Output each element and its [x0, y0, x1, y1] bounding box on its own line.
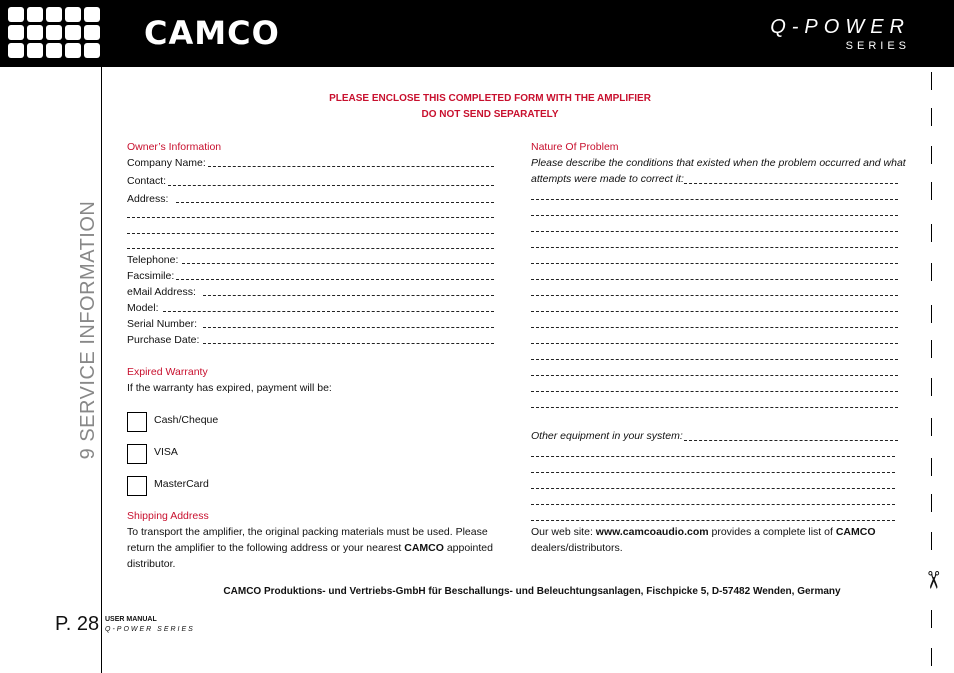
company-address: CAMCO Produktions- und Vertriebs-GmbH für Beschallungs- und Beleuchtungsanlagen, Fischpicke 5, D-57482 Wenden, Germany: [223, 586, 841, 597]
company-label: Company Name:: [127, 157, 206, 169]
other-equipment-field[interactable]: [531, 504, 895, 505]
user-manual-label: USER MANUAL: [105, 616, 157, 623]
telephone-label: Telephone:: [127, 254, 179, 266]
facsimile-label: Facsimile:: [127, 270, 175, 282]
problem-field[interactable]: [531, 327, 898, 328]
problem-field[interactable]: [531, 279, 898, 280]
cut-mark: [931, 263, 932, 281]
camco-grid-icon: [8, 7, 100, 58]
problem-field[interactable]: [531, 263, 898, 264]
problem-field[interactable]: [531, 311, 898, 312]
contact-label: Contact:: [127, 175, 167, 187]
cut-mark: [931, 494, 932, 512]
purchase-field[interactable]: [203, 343, 494, 344]
cut-mark: [931, 418, 932, 436]
cut-mark: [931, 305, 932, 323]
header-bar: [0, 0, 954, 67]
problem-desc-2: attempts were made to correct it:: [531, 173, 684, 185]
cut-mark: [931, 72, 932, 90]
visa-label: VISA: [154, 446, 178, 458]
model-field[interactable]: [163, 311, 494, 312]
page-number: P. 28: [55, 613, 100, 635]
camco-brand: CAMCO: [404, 542, 444, 554]
problem-field[interactable]: [531, 343, 898, 344]
problem-field[interactable]: [531, 231, 898, 232]
website-text: Our web site: www.camcoaudio.com provides a complete list of CAMCO: [531, 526, 876, 538]
problem-field[interactable]: [531, 247, 898, 248]
notice-line-1: PLEASE ENCLOSE THIS COMPLETED FORM WITH THE AMPLIFIER: [329, 93, 651, 104]
problem-field[interactable]: [531, 359, 898, 360]
facsimile-field[interactable]: [176, 279, 494, 280]
other-equipment-field[interactable]: [531, 472, 895, 473]
model-label: Model:: [127, 302, 159, 314]
purchase-label: Purchase Date:: [127, 334, 200, 346]
camco-logo: CAMCO: [144, 14, 280, 52]
cut-mark: [931, 648, 932, 666]
shipping-heading: Shipping Address: [127, 510, 209, 522]
other-equipment-label: Other equipment in your system:: [531, 430, 683, 442]
problem-field[interactable]: [684, 183, 898, 184]
cut-mark: [931, 610, 932, 628]
cut-mark: [931, 378, 932, 396]
contact-field[interactable]: [168, 185, 494, 186]
problem-field[interactable]: [531, 407, 898, 408]
company-field[interactable]: [208, 166, 494, 167]
email-label: eMail Address:: [127, 286, 196, 298]
problem-field[interactable]: [531, 295, 898, 296]
notice-line-2: DO NOT SEND SEPARATELY: [421, 109, 559, 120]
other-equipment-field[interactable]: [531, 520, 895, 521]
website-text-2: dealers/distributors.: [531, 542, 623, 554]
website-link[interactable]: www.camcoaudio.com: [595, 526, 709, 538]
shipping-text-3: distributor.: [127, 558, 176, 570]
address-field[interactable]: [127, 217, 494, 218]
mastercard-checkbox[interactable]: [127, 476, 147, 496]
problem-field[interactable]: [531, 215, 898, 216]
problem-desc-1: Please describe the conditions that existed when the problem occurred and what: [531, 157, 906, 169]
shipping-text-1: To transport the amplifier, the original packing materials must be used. Please: [127, 526, 488, 538]
cut-mark: [931, 146, 932, 164]
serial-field[interactable]: [203, 327, 494, 328]
mastercard-label: MasterCard: [154, 478, 209, 490]
owner-heading: Owner’s Information: [127, 141, 222, 153]
product-name: Q-POWER: [770, 16, 910, 38]
cut-mark: [931, 340, 932, 358]
serial-label: Serial Number:: [127, 318, 198, 330]
cash-checkbox[interactable]: [127, 412, 147, 432]
telephone-field[interactable]: [182, 263, 494, 264]
shipping-text-2: return the amplifier to the following address or your nearest CAMCO appointed: [127, 542, 493, 554]
warranty-text: If the warranty has expired, payment will be:: [127, 382, 332, 394]
cut-mark: [931, 224, 932, 242]
cut-mark: [931, 532, 932, 550]
cash-label: Cash/Cheque: [154, 414, 219, 426]
cut-mark: [931, 108, 932, 126]
address-field[interactable]: [127, 248, 494, 249]
other-equipment-field[interactable]: [531, 456, 895, 457]
address-field[interactable]: [127, 233, 494, 234]
margin-divider: [101, 67, 102, 673]
section-title: 9 SERVICE INFORMATION: [77, 200, 99, 460]
product-series: SERIES: [845, 40, 910, 52]
scissors-icon: ✂: [919, 569, 947, 591]
other-equipment-field[interactable]: [684, 440, 898, 441]
problem-field[interactable]: [531, 375, 898, 376]
series-label: Q-POWER SERIES: [105, 626, 195, 633]
email-field[interactable]: [203, 295, 494, 296]
visa-checkbox[interactable]: [127, 444, 147, 464]
address-field[interactable]: [176, 202, 494, 203]
cut-mark: [931, 458, 932, 476]
cut-mark: [931, 182, 932, 200]
problem-field[interactable]: [531, 391, 898, 392]
warranty-heading: Expired Warranty: [127, 366, 208, 378]
problem-heading: Nature Of Problem: [531, 141, 619, 153]
other-equipment-field[interactable]: [531, 488, 895, 489]
address-label: Address:: [127, 193, 169, 205]
problem-field[interactable]: [531, 199, 898, 200]
